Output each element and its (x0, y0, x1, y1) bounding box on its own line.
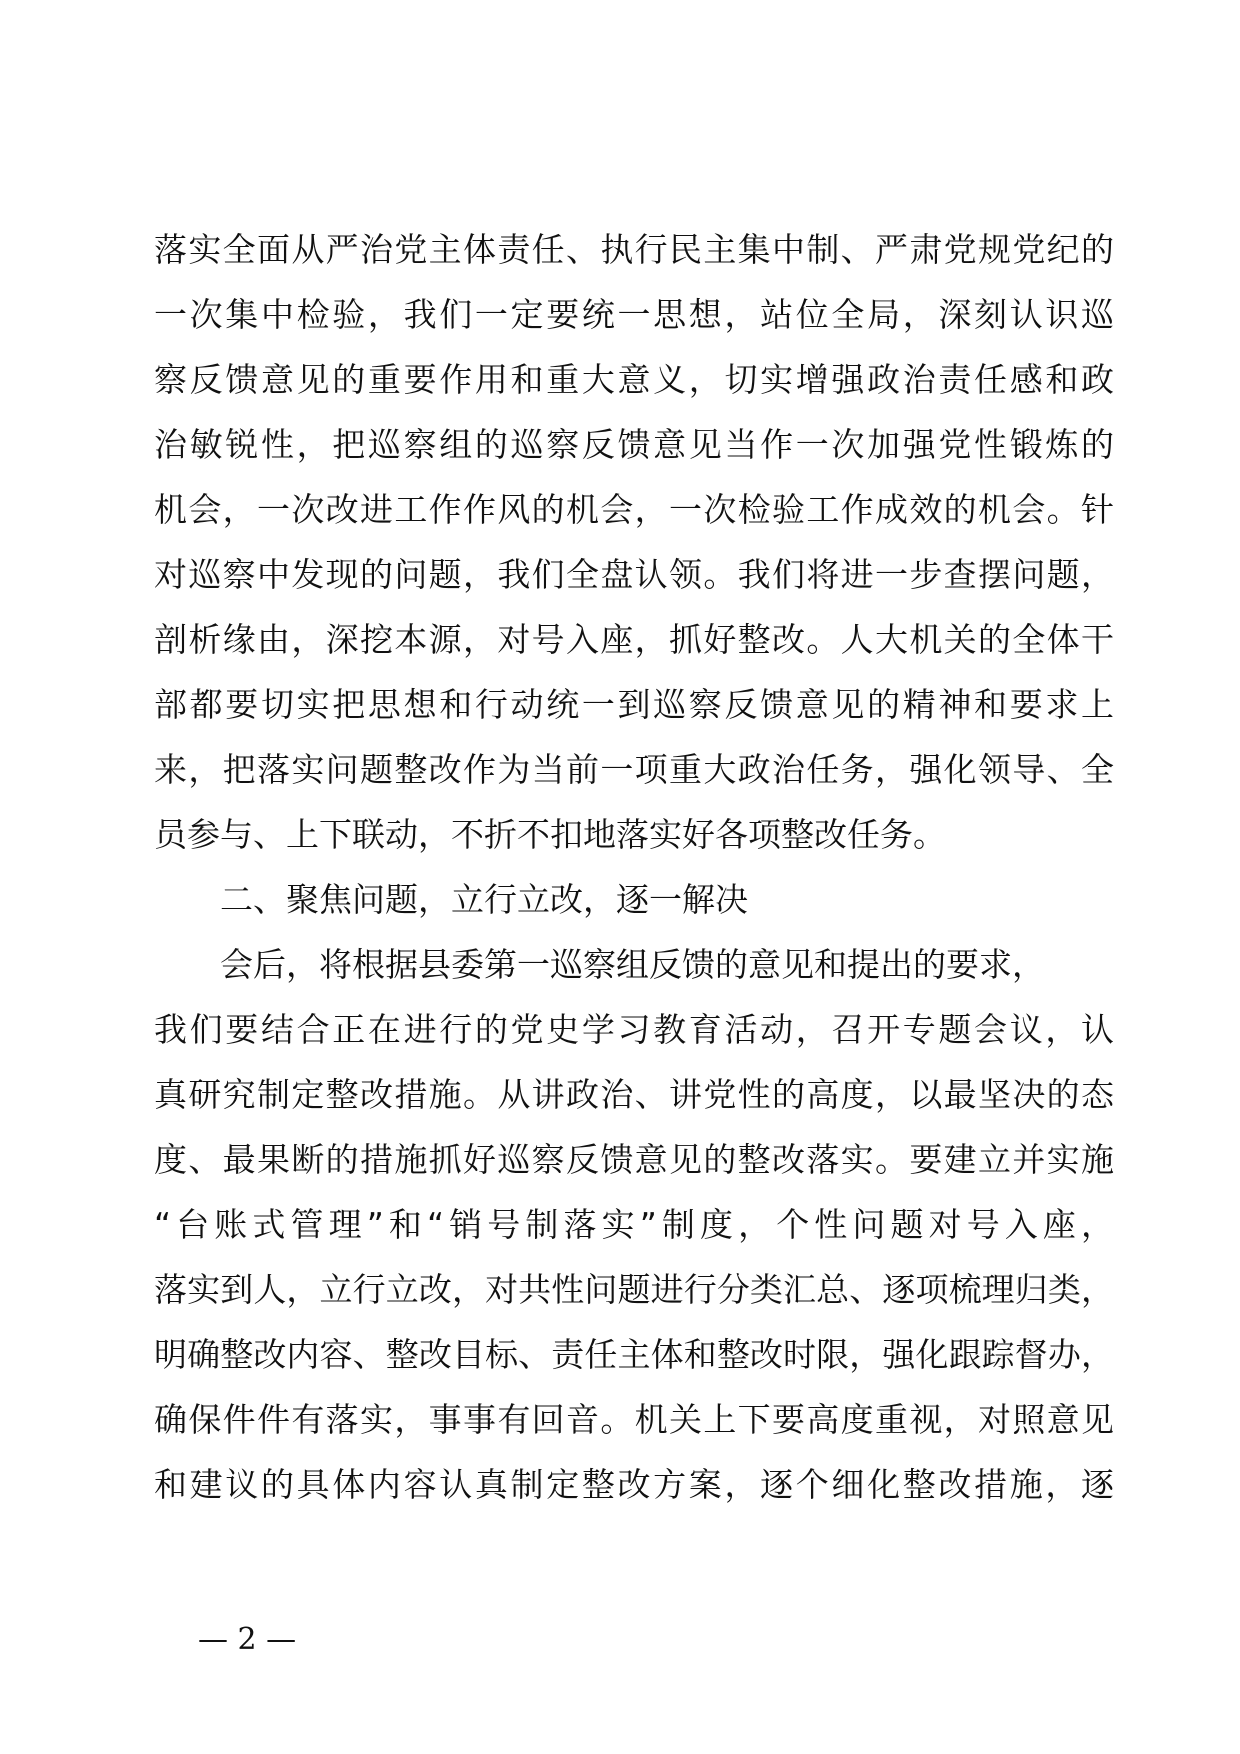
paragraph-2-line-3: 真研究制定整改措施。从讲政治、讲党性的高度，以最坚决的态 (154, 1075, 1114, 1114)
paragraph-1-line-7: 剖析缘由，深挖本源，对号入座，抓好整改。人大机关的全体干 (154, 620, 1114, 659)
section-heading: 二、聚焦问题，立行立改，逐一解决 (220, 880, 748, 919)
paragraph-1-line-10: 员参与、上下联动，不折不扣地落实好各项整改任务。 (154, 815, 946, 854)
paragraph-1-line-5: 机会，一次改进工作作风的机会，一次检验工作成效的机会。针 (154, 490, 1114, 529)
page-number: — 2 — (198, 1622, 297, 1657)
paragraph-2-line-2: 我们要结合正在进行的党史学习教育活动，召开专题会议，认 (154, 1010, 1114, 1049)
paragraph-1-line-2: 一次集中检验，我们一定要统一思想，站位全局，深刻认识巡 (154, 295, 1114, 334)
paragraph-1-line-3: 察反馈意见的重要作用和重大意义，切实增强政治责任感和政 (154, 360, 1114, 399)
paragraph-2-line-7: 明确整改内容、整改目标、责任主体和整改时限，强化跟踪督办， (154, 1335, 1114, 1374)
paragraph-2-line-8: 确保件件有落实，事事有回音。机关上下要高度重视，对照意见 (154, 1400, 1114, 1439)
document-body (154, 217, 1114, 1517)
paragraph-1-line-9: 来，把落实问题整改作为当前一项重大政治任务，强化领导、全 (154, 750, 1114, 789)
paragraph-2-line-6: 落实到人，立行立改，对共性问题进行分类汇总、逐项梳理归类， (154, 1270, 1114, 1309)
paragraph-1-line-4: 治敏锐性，把巡察组的巡察反馈意见当作一次加强党性锻炼的 (154, 425, 1114, 464)
paragraph-2-line-9: 和建议的具体内容认真制定整改方案，逐个细化整改措施，逐 (154, 1465, 1114, 1504)
paragraph-1-line-8: 部都要切实把思想和行动统一到巡察反馈意见的精神和要求上 (154, 685, 1114, 724)
paragraph-2-line-1: 会后，将根据县委第一巡察组反馈的意见和提出的要求， (220, 945, 1045, 984)
paragraph-1-line-1: 落实全面从严治党主体责任、执行民主集中制、严肃党规党纪的 (154, 230, 1114, 269)
paragraph-2-line-4: 度、最果断的措施抓好巡察反馈意见的整改落实。要建立并实施 (154, 1140, 1114, 1179)
paragraph-1-line-6: 对巡察中发现的问题，我们全盘认领。我们将进一步查摆问题， (154, 555, 1114, 594)
paragraph-2-line-5: “台账式管理”和“销号制落实”制度，个性问题对号入座， (154, 1205, 1114, 1244)
